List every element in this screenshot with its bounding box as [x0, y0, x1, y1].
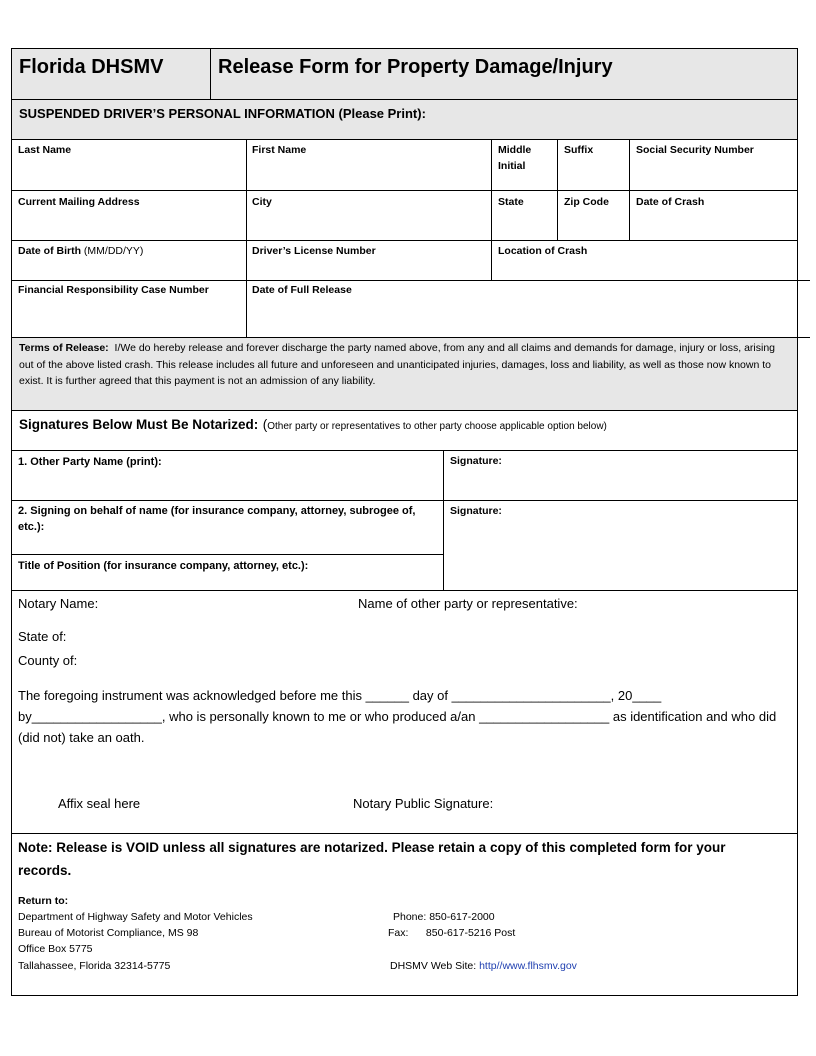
field-first-name[interactable] [246, 139, 492, 191]
row3-extension-line [797, 280, 810, 281]
date-full-release-label: Date of Full Release [252, 284, 352, 296]
signatures-heading-line [19, 416, 607, 434]
header-title-cell [210, 48, 798, 100]
section-personal-info-heading [11, 99, 798, 140]
address-line-1: Department of Highway Safety and Motor Vehicles [18, 911, 253, 923]
fr-case-number-label: Financial Responsibility Case Number [18, 284, 209, 296]
field-other-party-name[interactable] [11, 450, 444, 501]
other-party-name-label: 1. Other Party Name (print): [18, 456, 162, 468]
field-suffix[interactable] [557, 139, 630, 191]
field-signature-2[interactable] [443, 500, 798, 591]
personal-info-heading: SUSPENDED DRIVER’S PERSONAL INFORMATION (Please Print): [19, 106, 426, 121]
field-license-number[interactable] [246, 240, 492, 281]
signatures-heading: Signatures Below Must Be Notarized: [19, 417, 259, 432]
title-of-position-label: Title of Position (for insurance company, attorney, etc.): [18, 560, 309, 572]
website-link[interactable]: http//www.flhsmv.gov [479, 960, 577, 972]
field-city[interactable] [246, 190, 492, 241]
middle-initial-label: Middle Initial [498, 144, 532, 172]
signatures-heading-note: Other party or representatives to other party choose applicable option below) [267, 421, 607, 432]
void-note: Note: Release is VOID unless all signatures are notarized. Please retain a copy of this completed form for your records. [18, 840, 726, 878]
field-on-behalf-of[interactable] [11, 500, 444, 555]
field-title-of-position[interactable] [11, 554, 444, 591]
form-title: Release Form for Property Damage/Injury [218, 56, 613, 78]
notary-name-label: Notary Name: [18, 596, 99, 611]
field-fr-case-number[interactable] [11, 280, 247, 338]
state-label: State [498, 196, 524, 208]
address-line-4: Tallahassee, Florida 32314-5775 [18, 960, 171, 972]
agency-name: Florida DHSMV [19, 56, 164, 78]
city-label: City [252, 196, 272, 208]
address-line-3: Office Box 5775 [18, 943, 93, 955]
dob-format-text: (MM/DD/YY) [83, 245, 144, 257]
field-ssn[interactable] [629, 139, 798, 191]
field-zip[interactable] [557, 190, 630, 241]
location-of-crash-label: Location of Crash [498, 245, 588, 257]
license-number-label: Driver’s License Number [252, 245, 376, 257]
first-name-label: First Name [252, 144, 307, 156]
header-agency-cell [11, 48, 211, 100]
mailing-address-label: Current Mailing Address [18, 196, 140, 208]
last-name-label: Last Name [18, 144, 72, 156]
field-mailing-address[interactable] [11, 190, 247, 241]
field-date-of-crash[interactable] [629, 190, 798, 241]
phone-number: Phone: 850-617-2000 [393, 911, 495, 923]
state-of-label: State of: [18, 629, 67, 644]
zip-label: Zip Code [564, 196, 609, 208]
row4-extension-line [797, 337, 810, 338]
field-middle-initial[interactable] [491, 139, 558, 191]
field-date-of-birth[interactable] [11, 240, 247, 281]
affix-seal-label: Affix seal here [58, 796, 141, 811]
date-of-crash-label: Date of Crash [636, 196, 705, 208]
website-label: DHSMV Web Site: [390, 960, 477, 972]
signatures-heading-paren: ( [262, 417, 268, 432]
acknowledgment-text: The foregoing instrument was acknowledged before me this ______ day of ______________________, 20____ by__________________, who is personally known to me or who produced a/an __________________ as identification and who did (did not) take an oath. [18, 688, 777, 745]
county-of-label: County of: [18, 653, 78, 668]
terms-label: Terms of Release: [19, 342, 109, 354]
notary-section [11, 590, 798, 834]
footer-section [11, 833, 798, 996]
field-signature-1[interactable] [443, 450, 798, 501]
terms-of-release-box [11, 337, 798, 411]
address-line-2: Bureau of Motorist Compliance, MS 98 [18, 927, 199, 939]
signature-1-label: Signature: [450, 455, 502, 467]
fax-number: Fax: 850-617-5216 Post [388, 927, 516, 939]
terms-body: I/We do hereby release and forever discharge the party named above, from any and all claims and demands for damage, injury or loss, arising out of the above listed crash. This release includes all future and unforeseen and unanticipated injuries, damages, loss and liability, as well as those now known to exist. It is further agreed that this payment is not an admission of any liability. [19, 342, 776, 387]
dob-label-text: Date of Birth [18, 245, 81, 257]
ssn-label: Social Security Number [636, 144, 754, 156]
field-location-of-crash[interactable] [491, 240, 798, 281]
notary-signature-label: Notary Public Signature: [353, 796, 494, 811]
field-last-name[interactable] [11, 139, 247, 191]
field-state[interactable] [491, 190, 558, 241]
signature-2-label: Signature: [450, 505, 502, 517]
website-line [390, 958, 577, 975]
dob-label [18, 243, 143, 259]
return-to-label: Return to: [18, 895, 69, 907]
on-behalf-of-label: 2. Signing on behalf of name (for insurance company, attorney, subrogee of, etc.): [18, 505, 416, 533]
suffix-label: Suffix [564, 144, 594, 156]
other-party-rep-label: Name of other party or representative: [358, 596, 578, 611]
field-date-full-release[interactable] [246, 280, 798, 338]
terms-of-release-text [19, 340, 783, 390]
signatures-heading-box [11, 410, 798, 451]
